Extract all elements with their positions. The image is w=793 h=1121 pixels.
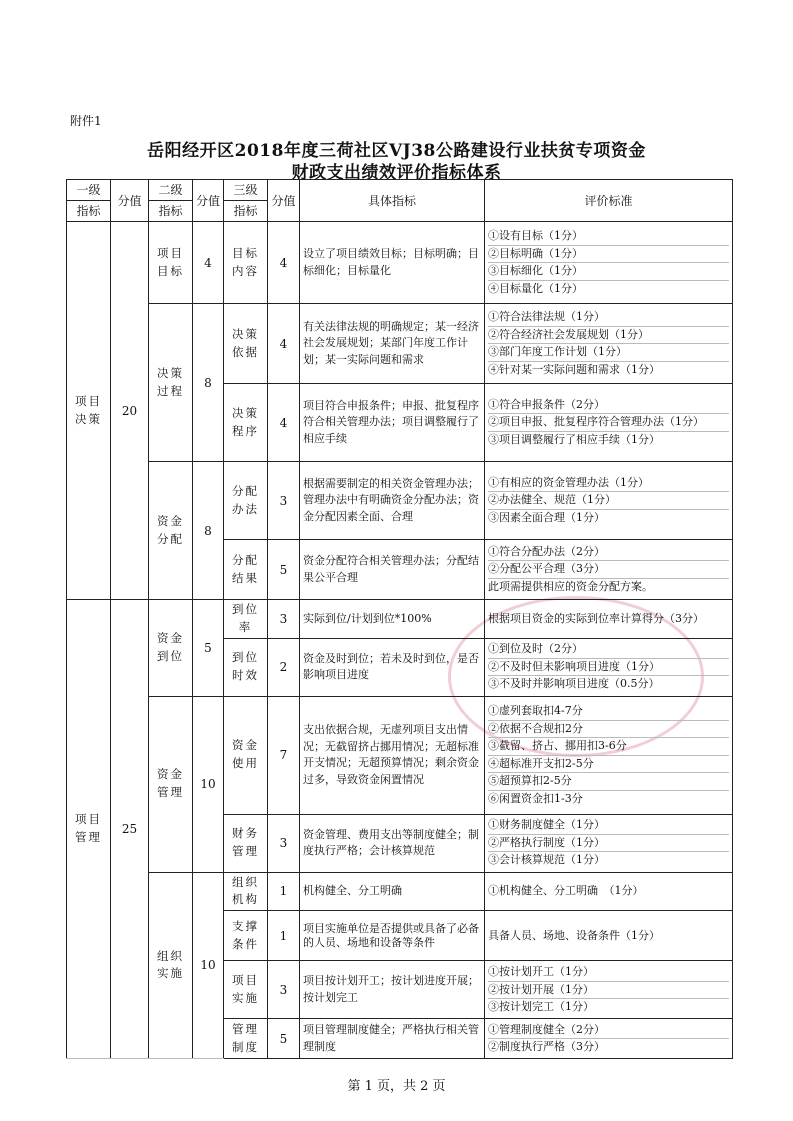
criteria-item: ①管理制度健全（2分） [488, 1022, 729, 1040]
criteria-cell [485, 911, 733, 961]
criteria-cell [485, 462, 733, 540]
header-level2-sub: 指标 [149, 201, 193, 222]
page-subtitle: 财政支出绩效评价指标体系 [291, 163, 502, 183]
criteria-item: ①按计划开工（1分） [488, 964, 729, 982]
criteria-item: ①符合申报条件（2分） [488, 397, 729, 415]
l3-score: 4 [268, 304, 300, 384]
criteria-item: ③会计核算规范（1分） [488, 853, 605, 867]
header-level3: 三级 [224, 180, 268, 201]
l3-label: 分配办法 [224, 462, 268, 540]
header-criteria: 评价标准 [485, 180, 733, 222]
l1-project-management: 项目管理 [67, 600, 111, 1059]
l3-label: 到位率 [224, 600, 268, 639]
criteria-cell [485, 600, 733, 639]
criteria-item: ①有相应的资金管理办法（1分） [488, 475, 729, 493]
l1-score: 25 [111, 600, 149, 1059]
header-score-2: 分值 [193, 180, 224, 222]
l3-label: 管理制度 [224, 1019, 268, 1059]
l2-label: 资金分配 [149, 462, 193, 600]
page-title: 岳阳经开区2018年度三荷社区VJ38公路建设行业扶贫专项资金 [147, 141, 646, 161]
specific-indicator: 根据需要制定的相关资金管理办法；管理办法中有明确资金分配办法；资金分配因素全面、合理 [300, 462, 485, 540]
criteria-item: ④目标量化（1分） [488, 281, 583, 295]
criteria-item: ⑥闲置资金扣1-3分 [488, 791, 583, 805]
criteria-item: ③项目调整履行了相应手续（1分） [488, 432, 660, 446]
l3-label: 资金使用 [224, 696, 268, 814]
l2-label: 决策过程 [149, 304, 193, 462]
criteria-cell [485, 1019, 733, 1059]
specific-indicator: 项目符合申报条件；申报、批复程序符合相关管理办法；项目调整履行了相应手续 [300, 384, 485, 462]
l3-score: 3 [268, 814, 300, 872]
criteria-item: ②不及时但未影响项目进度（1分） [488, 659, 729, 677]
l2-score: 8 [193, 462, 224, 600]
criteria-item: ②依据不合规扣2分 [488, 721, 729, 739]
criteria-item: ③部门年度工作计划（1分） [488, 344, 729, 362]
criteria-item: ①设有目标（1分） [488, 228, 729, 246]
criteria-item: 根据项目资金的实际到位率计算得分（3分） [488, 611, 704, 625]
l2-score: 10 [193, 696, 224, 872]
specific-indicator: 支出依据合规，无虚列项目支出情况；无截留挤占挪用情况；无超标准开支情况；无超预算情况；剩余资金过多，导致资金闲置情况 [300, 696, 485, 814]
l3-score: 5 [268, 1019, 300, 1059]
criteria-item: ③目标细化（1分） [488, 263, 729, 281]
specific-indicator: 项目管理制度健全；严格执行相关管理制度 [300, 1019, 485, 1059]
l3-score: 4 [268, 222, 300, 304]
specific-indicator: 项目实施单位是否提供或具备了必备的人员、场地和设备等条件 [300, 911, 485, 961]
header-level2: 二级 [149, 180, 193, 201]
header-level1: 一级 [67, 180, 111, 201]
l3-label: 到位时效 [224, 638, 268, 696]
criteria-item: ①机构健全、分工明确 （1分） [488, 884, 644, 898]
specific-indicator: 实际到位/计划到位*100% [300, 600, 485, 639]
criteria-item: 此项需提供相应的资金分配方案。 [488, 579, 653, 593]
criteria-item: ③不及时并影响项目进度（0.5分） [488, 677, 660, 691]
header-specific: 具体指标 [300, 180, 485, 222]
criteria-item: ①到位及时（2分） [488, 641, 729, 659]
criteria-item: ③因素全面合理（1分） [488, 510, 605, 524]
criteria-cell [485, 696, 733, 814]
criteria-item: ③截留、挤占、挪用扣3-6分 [488, 738, 729, 756]
l2-label: 资金管理 [149, 696, 193, 872]
header-score-3: 分值 [268, 180, 300, 222]
specific-indicator: 资金管理、费用支出等制度健全；制度执行严格；会计核算规范 [300, 814, 485, 872]
criteria-item: ⑤超预算扣2-5分 [488, 773, 729, 791]
l2-score: 4 [193, 222, 224, 304]
l3-score: 3 [268, 600, 300, 639]
criteria-item: ②办法健全、规范（1分） [488, 492, 729, 510]
specific-indicator: 资金及时到位；若未及时到位，是否影响项目进度 [300, 638, 485, 696]
specific-indicator: 资金分配符合相关管理办法；分配结果公平合理 [300, 540, 485, 600]
criteria-item: ②严格执行制度（1分） [488, 835, 729, 853]
criteria-cell [485, 638, 733, 696]
criteria-item: ①符合法律法规（1分） [488, 309, 729, 327]
attachment-label: 附件1 [70, 114, 102, 128]
indicator-table [66, 179, 733, 1059]
criteria-item: ②符合经济社会发展规划（1分） [488, 327, 729, 345]
l3-label: 决策依据 [224, 304, 268, 384]
criteria-cell [485, 384, 733, 462]
page-number: 第 1 页，共 2 页 [347, 1079, 446, 1094]
l3-score: 7 [268, 696, 300, 814]
l3-label: 决策程序 [224, 384, 268, 462]
l1-project-decision: 项目决策 [67, 222, 111, 600]
specific-indicator: 机构健全、分工明确 [300, 872, 485, 911]
header-score-1: 分值 [111, 180, 149, 222]
criteria-cell [485, 540, 733, 600]
l3-score: 3 [268, 961, 300, 1019]
l3-score: 1 [268, 911, 300, 961]
l3-score: 4 [268, 384, 300, 462]
l3-label: 分配结果 [224, 540, 268, 600]
l2-label: 项目目标 [149, 222, 193, 304]
l3-label: 组织机构 [224, 872, 268, 911]
criteria-item: ③按计划完工（1分） [488, 1000, 594, 1013]
specific-indicator: 项目按计划开工；按计划进度开展；按计划完工 [300, 961, 485, 1019]
l3-label: 目标内容 [224, 222, 268, 304]
header-level1-sub: 指标 [67, 201, 111, 222]
header-level3-sub: 指标 [224, 201, 268, 222]
l2-label: 组织实施 [149, 872, 193, 1059]
criteria-item: ②分配公平合理（3分） [488, 561, 729, 579]
criteria-item: ②目标明确（1分） [488, 246, 729, 264]
criteria-item: ②制度执行严格（3分） [488, 1040, 605, 1054]
l3-score: 3 [268, 462, 300, 540]
criteria-item: ①虚列套取扣4-7分 [488, 703, 729, 721]
l3-label: 财务管理 [224, 814, 268, 872]
criteria-cell [485, 222, 733, 304]
criteria-item: ①财务制度健全（1分） [488, 817, 729, 835]
l2-label: 资金到位 [149, 600, 193, 697]
criteria-item: ②按计划开展（1分） [488, 982, 729, 1000]
criteria-item: ②项目申报、批复程序符合管理办法（1分） [488, 414, 729, 432]
l2-score: 8 [193, 304, 224, 462]
specific-indicator: 设立了项目绩效目标；目标明确；目标细化；目标量化 [300, 222, 485, 304]
l2-score: 5 [193, 600, 224, 697]
l3-label: 项目实施 [224, 961, 268, 1019]
criteria-item: ①符合分配办法（2分） [488, 544, 729, 562]
l1-score: 20 [111, 222, 149, 600]
criteria-item: 具备人员、场地、设备条件（1分） [488, 928, 660, 942]
l3-score: 1 [268, 872, 300, 911]
criteria-item: ④超标准开支扣2-5分 [488, 756, 729, 774]
l3-score: 5 [268, 540, 300, 600]
l3-score: 2 [268, 638, 300, 696]
specific-indicator: 有关法律法规的明确规定；某一经济社会发展规划；某部门年度工作计划；某一实际问题和需求 [300, 304, 485, 384]
criteria-cell [485, 961, 733, 1019]
criteria-cell [485, 872, 733, 911]
criteria-cell [485, 304, 733, 384]
criteria-cell [485, 814, 733, 872]
l2-score: 10 [193, 872, 224, 1059]
l3-label: 支撑条件 [224, 911, 268, 961]
criteria-item: ④针对某一实际问题和需求（1分） [488, 362, 660, 376]
